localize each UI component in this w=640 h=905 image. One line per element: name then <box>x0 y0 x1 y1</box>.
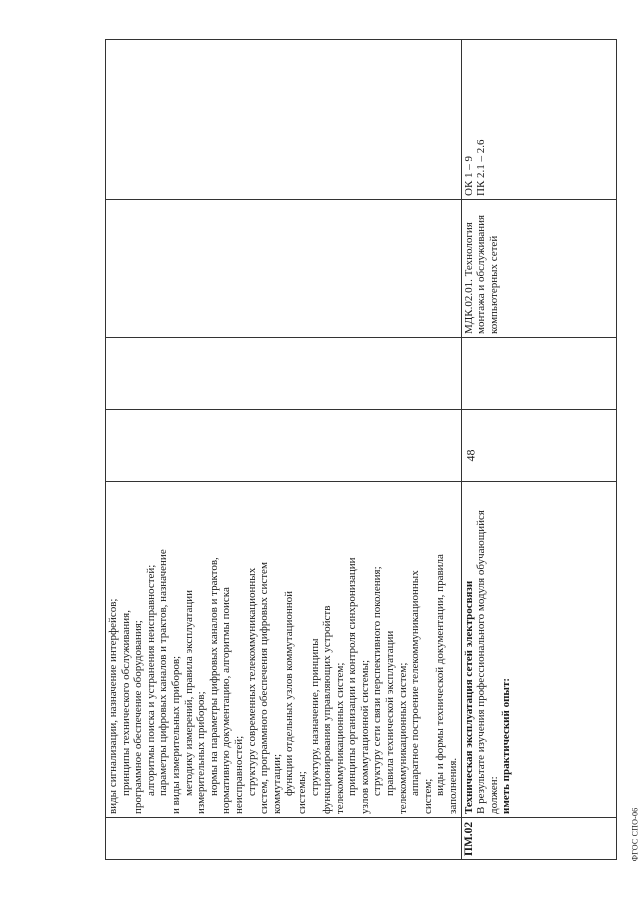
knowledge-line: принципы организации и контроля синхронизации <box>346 557 359 796</box>
knowledge-line: систем; <box>421 778 434 814</box>
knowledge-line: системы; <box>295 771 308 814</box>
knowledge-line: принципы технического обслуживания, <box>119 610 132 796</box>
table-row-knowledge-list <box>106 40 462 860</box>
knowledge-line: коммутации; <box>270 753 283 814</box>
curriculum-table <box>105 39 617 860</box>
table-row-pm02 <box>461 40 616 860</box>
hours-class-cell <box>461 338 616 410</box>
footer-document-code: ФГОС СПО-06 <box>630 807 640 862</box>
rotated-table-block <box>105 40 575 860</box>
knowledge-line: параметры цифровых каналов и трактов, назначение <box>157 549 170 796</box>
competencies-cell-empty <box>106 40 462 200</box>
knowledge-line: телекоммуникационных систем; <box>396 662 409 814</box>
knowledge-list-cell <box>106 482 462 818</box>
practical-experience-heading: иметь практический опыт: <box>500 677 513 814</box>
hours-max-cell <box>461 410 616 482</box>
mdk-title: МДК.02.01. Технология монтажа и обслуживания компьютерных сетей <box>462 214 500 334</box>
knowledge-line: функции отдельных узлов коммутационной <box>283 590 296 796</box>
knowledge-line: программное обеспечение оборудования; <box>132 620 145 814</box>
knowledge-line: функционирования управляющих устройств <box>321 605 334 814</box>
knowledge-line: виды и формы технической документации, правила <box>434 554 447 796</box>
hours-class-cell-empty <box>106 338 462 410</box>
knowledge-line: систем, программного обеспечения цифровых систем <box>258 562 271 814</box>
module-title: Техническая эксплуатация сетей электросвязи <box>462 580 475 814</box>
module-code: ПМ.02 <box>462 821 475 856</box>
mdk-cell-empty <box>106 200 462 338</box>
knowledge-line: заполнения. <box>447 757 460 814</box>
competencies-cell <box>461 40 616 200</box>
knowledge-line: алгоритмы поиска и устранения неисправностей; <box>144 564 157 796</box>
knowledge-line: методику измерений, правила эксплуатации <box>182 589 195 796</box>
hours-max-cell-empty <box>106 410 462 482</box>
general-competencies: ОК 1 – 9 <box>462 155 475 196</box>
page-number: 48 <box>463 449 478 462</box>
module-code-cell-empty <box>106 818 462 860</box>
knowledge-line: структуру современных телекоммуникационных <box>245 567 258 796</box>
module-description-cell <box>461 482 616 818</box>
knowledge-line: неисправностей; <box>232 735 245 814</box>
module-intro: В результате изучения профессионального модуля обучающийся должен: <box>475 510 500 814</box>
module-code-cell <box>461 818 616 860</box>
knowledge-line: измерительных приборов; <box>195 691 208 814</box>
knowledge-line: виды сигнализации, назначение интерфейсов; <box>107 598 119 814</box>
knowledge-line: правила технической эксплуатации <box>384 630 397 796</box>
knowledge-line: нормы на параметры цифровых каналов и трактов, <box>207 557 220 796</box>
knowledge-line: узлов коммутационной системы; <box>358 659 371 814</box>
professional-competencies: ПК 2.1 – 2.6 <box>475 139 488 196</box>
knowledge-line: и виды измерительных приборов; <box>169 655 182 814</box>
knowledge-line: структуру сети связи перспективного поколения; <box>371 566 384 796</box>
knowledge-list <box>107 485 460 814</box>
knowledge-line: телекоммуникационных систем; <box>333 662 346 814</box>
knowledge-line: нормативную документацию, алгоритмы поиска <box>220 587 233 814</box>
knowledge-line: аппаратное построение телекоммуникационных <box>409 570 422 796</box>
knowledge-line: структуру, назначение, принципы <box>308 638 321 796</box>
mdk-cell <box>461 200 616 338</box>
